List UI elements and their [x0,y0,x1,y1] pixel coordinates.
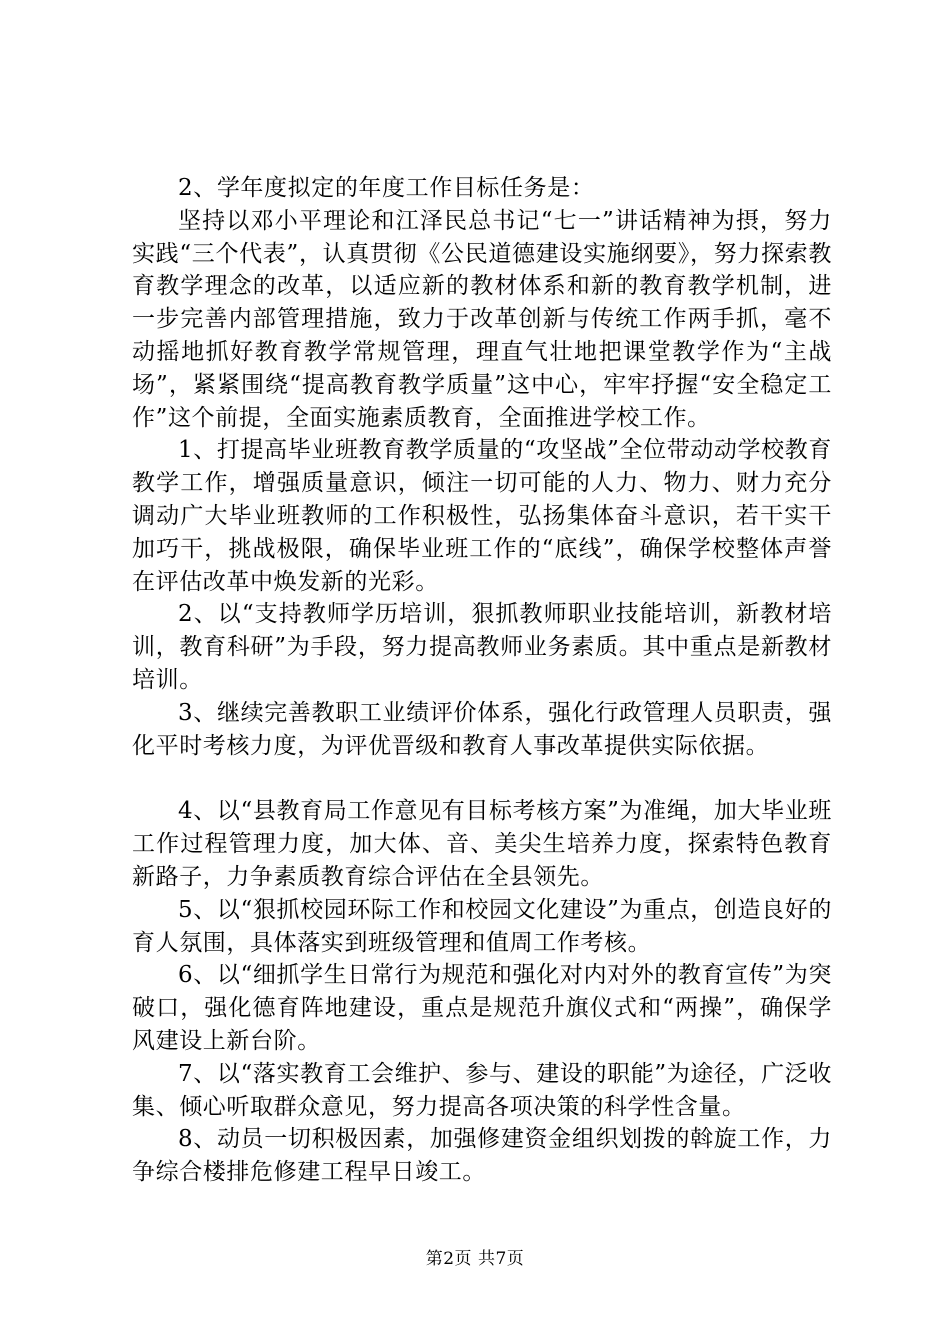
paragraph-spacer [132,762,832,795]
paragraph-item-7: 7、以“落实教育工会维护、参与、建设的职能”为途径，广泛收集、倾心听取群众意见，努力提高各项决策的科学性含量。 [132,1060,832,1120]
paragraph-item-4: 4、以“县教育局工作意见有目标考核方案”为准绳，加大毕业班工作过程管理力度，加大体、音、美尖生培养力度，探索特色教育新路子，力争素质教育综合评估在全县领先。 [132,798,832,890]
paragraph-guiding-principle: 坚持以邓小平理论和江泽民总书记“七一”讲话精神为摂，努力实践“三个代表”，认真贯彻《公民道德建设实施纲要》，努力探索教育教学理念的改革，以适应新的教材体系和新的教育教学机制，进一步完善内部管理措施，致力于改革创新与传统工作两手抓，毫不动摇地抓好教育教学常规管理，理直气壮地把课堂教学作为“主战场”，紧紧围绕“提高教育教学质量”这中心，牢牢抒握“安全稳定工作”这个前提，全面实施素质教育，全面推进学校工作。 [132,207,832,431]
paragraph-item-2: 2、以“支持教师学历培训，狠抓教师职业技能培训，新教材培训，教育科研”为手段，努力提高教师业务素质。其中重点是新教材培训。 [132,601,832,693]
paragraph-item-5: 5、以“狠抓校园环际工作和校园文化建设”为重点，创造良好的育人氛围，具体落实到班级管理和值周工作考核。 [132,896,832,956]
paragraph-item-3: 3、继续完善教职工业绩评价体系，强化行政管理人员职责，强化平时考核力度，为评优晋级和教育人事改革提供实际依据。 [132,699,832,759]
document-body [132,172,832,1189]
paragraph-item-8: 8、动员一切积极因素，加强修建资金组织划拨的斡旋工作，力争综合楼排危修建工程早日竣工。 [132,1126,832,1186]
paragraph-goal-heading: 2、学年度拟定的年度工作目标任务是： [178,175,595,201]
paragraph-item-1: 1、打提高毕业班教育教学质量的“攻坚战”全位带动动学校教育教学工作，增强质量意识，倾注一切可能的人力、物力、财力充分调动广大毕业班教师的工作积极性，弘扬集体奋斗意识，若干实干加巧干，挑战极限，确保毕业班工作的“底线”，确保学校整体声誉在评估改革中焕发新的光彩。 [132,437,832,595]
page-number-footer: 第2页 共7页 [425,1249,525,1269]
paragraph-item-6: 6、以“细抓学生日常行为规范和强化对内对外的教育宣传”为突破口，强化德育阵地建设，重点是规范升旗仪式和“两操”，确保学风建设上新台阶。 [132,962,832,1054]
